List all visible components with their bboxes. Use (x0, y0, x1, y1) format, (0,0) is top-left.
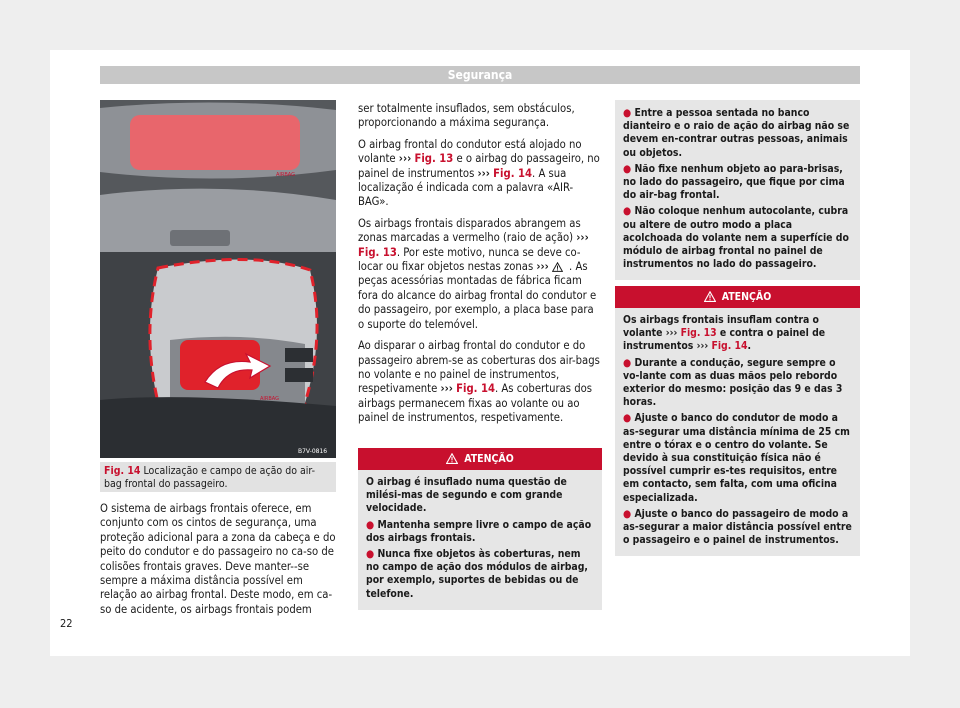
p4-text-b: . As coberturas dos airbags permanecem fixas ao volante ou ao painel de instrumentos, respetivamente. (358, 382, 593, 425)
warning-continuation-box (615, 100, 860, 280)
p3-text-a: Os airbags frontais disparados abrangem as zonas marcadas a vermelho (raio de ação) (358, 216, 581, 245)
ref-arrows: ››› (576, 231, 589, 245)
fig14-link[interactable]: Fig. 14 (711, 340, 748, 353)
bullet-icon: ● (366, 548, 375, 561)
ref-arrows: ››› (398, 152, 412, 166)
list-item-text: Mantenha sempre livre o campo de ação dos airbags frontais. (366, 518, 592, 544)
warning-box-1 (358, 448, 602, 610)
list-item (623, 412, 852, 504)
list-item-text: Durante a condução, segure sempre o vo-lante com as duas mãos pelo rebordo exterior do mesmo: posição das 9 e das 3 horas. (623, 356, 843, 409)
ref-arrows: ››› (440, 382, 453, 396)
list-item-text: Não coloque nenhum autocolante, cubra ou altere de outro modo a placa acolchoada do volante nem a superfície do módulo de airbag frontal no painel de instrumentos no lado do passageiro. (623, 205, 849, 271)
list-item (623, 205, 852, 271)
airbag-figure (100, 100, 336, 458)
warning-box-2-body (615, 308, 860, 556)
list-item (366, 548, 594, 601)
bullet-icon: ● (623, 507, 632, 520)
airbag-label-bottom: AIRBAG (260, 396, 280, 402)
list-item-text: Ajuste o banco do condutor de modo a as-segurar uma distância mínima de 25 cm entre o tórax e o centro do volante. Se devido à sua constituição física não é possível cumprir es-tes requisitos, entre em contacto, sem falta, com uma oficina especializada. (623, 412, 850, 504)
page-number: 22 (60, 617, 73, 630)
paragraph-2 (358, 138, 602, 210)
warning-box-2 (615, 286, 860, 556)
ref-arrows: ››› (477, 166, 490, 180)
intro-text-b: e contra o painel de instrumentos (623, 327, 826, 353)
bullet-icon: ● (623, 162, 632, 175)
fig13-link[interactable]: Fig. 13 (414, 152, 454, 166)
warning-box-1-title: ATENÇÃO (464, 453, 514, 465)
warning-box-2-intro (623, 314, 852, 354)
intro-text-a: Os airbags frontais insuflam contra o volante (623, 314, 819, 340)
intro-text-c: . (747, 340, 752, 353)
warning-box-1-header (358, 448, 602, 470)
p3-text-b: . Por este motivo, nunca se deve co-locar ou fixar objetos nestas zonas (358, 245, 581, 274)
warning-box-1-body (358, 470, 602, 610)
caption-fig-label: Fig. 14 (104, 465, 141, 477)
list-item (623, 163, 852, 203)
intro-paragraph: O sistema de airbags frontais oferece, em conjunto com os cintos de segurança, uma proteção adicional para a zona da cabeça e do peito do condutor e do passageiro no ca-so de colisões frontais graves. Deve manter--se sempre a máxima distância possível em relação ao airbag frontal. Deste modo, em ca-so de acidente, os airbags frontais podem (100, 502, 336, 616)
list-item-text: Ajuste o banco do passageiro de modo a as-segurar a maior distância possível entre o passageiro e o painel de instrumentos. (623, 507, 852, 547)
bullet-icon: ● (366, 518, 375, 531)
p2-text-a: O airbag frontal do condutor está alojado no volante (358, 137, 582, 166)
list-item-text: Entre a pessoa sentada no banco dianteiro e o raio de ação do airbag não se devem en-contrar outras pessoas, animais ou objetos. (623, 107, 850, 159)
list-item-text: Nunca fixe objetos às coberturas, nem no campo de ação dos módulos de airbag, por exemplo, suportes de bebidas ou de telefone. (366, 548, 588, 600)
figure-code: B7V-0816 (298, 448, 328, 455)
list-item (623, 508, 852, 548)
p4-text-a: Ao disparar o airbag frontal do condutor e do passageiro abrem-se as coberturas dos air-bags no volante e no painel de instrumentos, respetivamente (358, 339, 600, 396)
fig13-link[interactable]: Fig. 13 (358, 245, 397, 259)
fig14-link[interactable]: Fig. 14 (493, 166, 533, 180)
p2-text-b: e o airbag do passageiro, no painel de instrumentos (358, 152, 600, 180)
list-item (623, 107, 852, 160)
bullet-icon: ● (623, 356, 632, 369)
page-title: Segurança (447, 68, 513, 82)
warning-box-2-header (615, 286, 860, 308)
list-item (623, 357, 852, 410)
continuation-body (615, 100, 860, 280)
paragraph-3 (358, 217, 602, 332)
airbag-zone-top (130, 115, 300, 170)
ref-arrows: ››› (536, 260, 549, 274)
bullet-icon: ● (623, 107, 632, 119)
bullet-icon: ● (623, 205, 632, 218)
list-item (366, 519, 594, 545)
p2-text-c: . A sua localização é indicada com a palavra «AIR-BAG». (358, 166, 574, 209)
header-bar (100, 66, 860, 84)
column-2-text (358, 102, 602, 433)
airbag-label-top: AIRBAG (276, 172, 296, 178)
warning-icon (446, 453, 458, 464)
fig14-link[interactable]: Fig. 14 (456, 382, 496, 396)
list-item-text: Não fixe nenhum objeto ao para-brisas, no lado do passageiro, que fique por cima do air-bag frontal. (623, 162, 845, 202)
ref-arrows: ››› (665, 327, 678, 340)
column-1-text (100, 502, 338, 624)
bullet-icon: ● (623, 412, 632, 425)
paragraph-4 (358, 339, 602, 425)
fig13-link[interactable]: Fig. 13 (680, 327, 717, 340)
p3-text-c: . As peças acessórias montadas de fábrica ficam fora do alcance do airbag frontal do condutor e do passageiro, por exemplo, a placa base para o suporte do telemóvel. (358, 260, 597, 331)
warning-icon (704, 291, 716, 302)
paragraph-1: ser totalmente insuflados, sem obstáculos, proporcionando a máxima segurança. (358, 102, 575, 130)
ref-arrows: ››› (696, 340, 709, 353)
warning-box-1-intro: O airbag é insuflado numa questão de milési-mas de segundo e com grande velocidade. (366, 476, 567, 515)
caption-text: Localização e campo de ação do air-bag frontal do passageiro. (104, 465, 316, 490)
warning-box-2-title: ATENÇÃO (721, 291, 772, 303)
figure-caption (100, 462, 336, 492)
warning-icon[interactable] (552, 262, 563, 272)
dashboard-illustration (100, 100, 336, 458)
